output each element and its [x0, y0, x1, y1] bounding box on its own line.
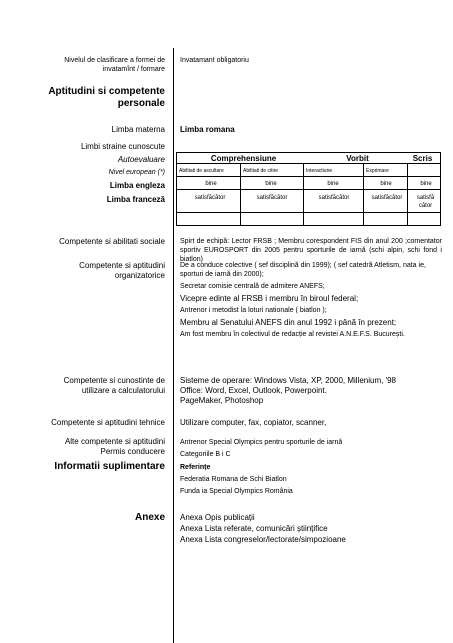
lang-header-writing: Scris	[412, 154, 433, 163]
lang-row-line	[176, 212, 441, 213]
lang-en-label: Limba engleza	[109, 181, 165, 190]
org-line: Antrenor i metodist la loturi nationale ( biatlon );	[180, 307, 327, 314]
lang-fr-level: satisfă cător	[416, 195, 435, 209]
social-label: Competente si abilitati sociale	[59, 237, 165, 246]
org-line: Vicepre edinte al FRSB i membru în biroul federal;	[180, 294, 359, 303]
lang-en-level: bine	[205, 181, 217, 187]
lang-row-line	[176, 225, 441, 226]
lang-fr-level: satisfăcător	[256, 195, 288, 201]
lang-en-level: bine	[420, 181, 432, 187]
lang-fr-level: satisfăcător	[194, 195, 226, 201]
lang-header-speaking: Vorbit	[346, 154, 369, 163]
other-label: Alte competente si aptitudini Permis conducere	[64, 437, 165, 456]
lang-sub-interaction: Interactiune	[306, 168, 333, 174]
lang-en-level: bine	[327, 181, 339, 187]
technical-text: Utilizare computer, fax, copiator, scanner,	[180, 418, 327, 427]
self-assessment-label: Autoevaluare	[117, 155, 165, 164]
annex-line: Anexa Lista congreselor/lectorate/simpozioane	[180, 535, 346, 544]
org-line: Membru al Senatului ANEFS din anul 1992 i până în prezent;	[180, 318, 397, 327]
classification-label: Nivelul de clasificare a formei de invatamînt / formare	[64, 57, 165, 73]
lang-fr-level: satisfăcător	[318, 195, 350, 201]
mother-tongue-value: Limba romana	[180, 125, 235, 134]
annex-line: Anexa Lista referate, comunicări științifice	[180, 524, 328, 533]
org-line: Am fost membru în colectivul de redacție al revistei A.N.E.F.S. București.	[180, 331, 405, 338]
section-personal-heading: Aptitudini si competente personale	[48, 86, 165, 109]
lang-en-level: bine	[265, 181, 277, 187]
classification-value: Invatamant obligatoriu	[180, 57, 249, 64]
column-divider	[173, 48, 174, 643]
extra-line: Federatia Romana de Schi Biatlon	[180, 476, 287, 483]
european-level-label: Nivel european (*)	[108, 169, 165, 176]
lang-sub-expression: Exprimare	[366, 168, 389, 174]
foreign-languages-label: Limbi straine cunoscute	[80, 142, 165, 151]
technical-label: Competente si aptitudini tehnice	[51, 418, 165, 427]
lang-sub-listening: Abilitati de ascultare	[179, 168, 224, 174]
lang-col-line	[440, 164, 441, 226]
computer-line: PageMaker, Photoshop	[180, 396, 264, 405]
org-line: De a conduce colective ( sef disciplină din 1999); ( sef catedră Atletism, nata ie, sporturi de iarnă din 2000);	[180, 262, 426, 278]
lang-subheader-bottom	[176, 176, 441, 177]
other-line: Categoriile B i C	[180, 451, 231, 458]
computer-label: Competente si cunostinte de utilizare a calculatorului	[63, 376, 165, 395]
lang-col-line	[240, 164, 241, 226]
lang-col-line	[176, 164, 177, 226]
social-text: Spirt de echipă: Lector FRSB ; Membru corespondent FIS din anul 200 ;comentator sportiv EUROSPORT din 2005 pentru sporturile de iarnă (schi alpin, schi fond i biatlon)	[180, 238, 442, 263]
lang-en-level: bine	[380, 181, 392, 187]
computer-line: Office: Word, Excel, Outlook, Powerpoint.	[180, 386, 327, 395]
extra-heading: Informatii suplimentare	[54, 461, 165, 472]
annex-line: Anexa Opis publicații	[180, 513, 255, 522]
lang-sub-reading: Abilitati de citire	[243, 168, 279, 174]
lang-header-comprehension: Comprehensiune	[210, 154, 277, 163]
mother-tongue-label: Limba materna	[111, 125, 165, 134]
org-line: Secretar comisie centrală de admitere ANEFS;	[180, 283, 325, 290]
annexes-heading: Anexe	[134, 512, 165, 523]
extra-line: Funda ia Special Olympics România	[180, 488, 293, 495]
other-line: Antrenor Special Olympics pentru sporturile de iarnă	[180, 439, 343, 446]
lang-fr-label: Limba franceză	[106, 195, 165, 204]
extra-title: Referințe	[180, 464, 211, 471]
computer-line: Sisteme de operare: Windows Vista, XP, 2000, Millenium, '98	[180, 376, 397, 385]
lang-row-line	[176, 189, 441, 190]
lang-fr-level: satisfăcător	[371, 195, 403, 201]
org-label: Competente si aptitudini organizatorice	[79, 261, 165, 280]
